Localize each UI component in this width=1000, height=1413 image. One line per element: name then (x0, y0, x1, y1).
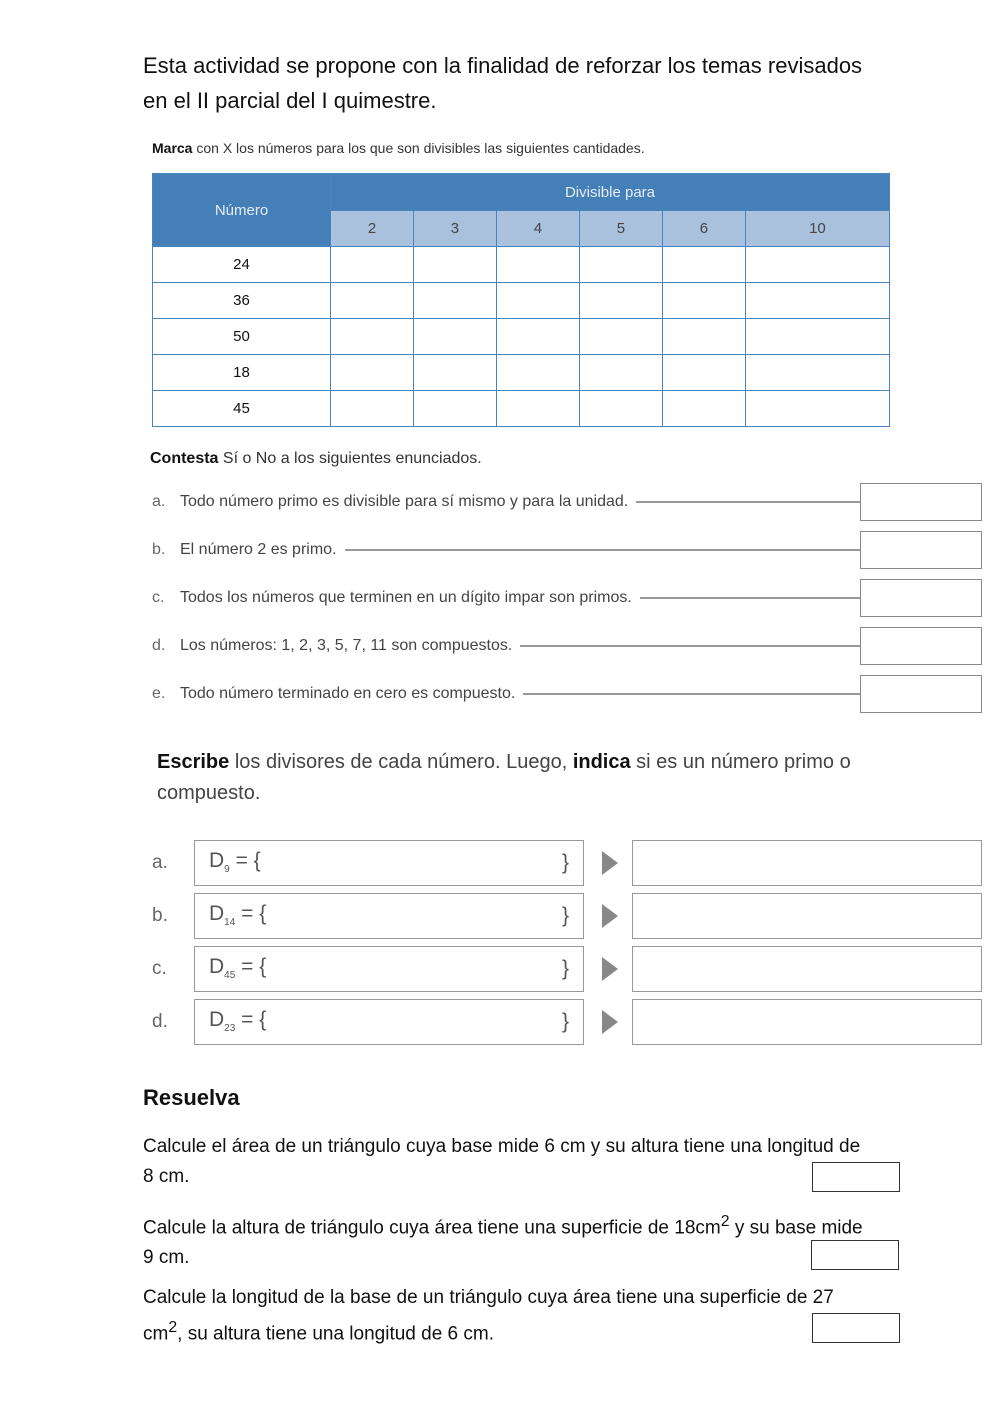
divisors-list (152, 836, 982, 1048)
check-cell[interactable] (496, 283, 579, 319)
header-divisible: Divisible para (331, 174, 890, 211)
answer-box[interactable] (860, 675, 982, 713)
check-cell[interactable] (579, 355, 662, 391)
problem-3: Calcule la longitud de la base de un triángulo cuya área tiene una superficie de 27 $cm^2$, su altura tiene una longitud de 6 cm. (143, 1287, 834, 1345)
statement-text: Todo número primo es divisible para sí mismo y para la unidad. (180, 493, 629, 510)
check-cell[interactable] (579, 247, 662, 283)
check-cell[interactable] (662, 247, 745, 283)
arrow-right-icon (602, 957, 618, 981)
statement-text: Los números: 1, 2, 3, 5, 7, 11 son compuestos. (180, 637, 513, 654)
prime-composite-input[interactable] (632, 840, 982, 886)
check-cell[interactable] (413, 319, 496, 355)
check-cell[interactable] (662, 319, 745, 355)
divisor-header: 5 (579, 211, 662, 247)
check-cell[interactable] (413, 391, 496, 427)
check-cell[interactable] (331, 355, 414, 391)
leader-line (640, 597, 860, 599)
item-letter: d. (152, 1010, 168, 1032)
check-cell[interactable] (745, 283, 889, 319)
check-cell[interactable] (662, 355, 745, 391)
number-cell: 18 (153, 355, 331, 391)
check-cell[interactable] (496, 391, 579, 427)
item-letter: d. (152, 637, 166, 654)
divisor-set-input[interactable]: $D_{45}$ = { } (194, 946, 584, 992)
answer-box-1[interactable] (812, 1162, 900, 1192)
arrow-right-icon (602, 904, 618, 928)
number-cell: 45 (153, 391, 331, 427)
table-row (153, 355, 890, 391)
check-cell[interactable] (745, 247, 889, 283)
table-row (153, 283, 890, 319)
divisor-set-input[interactable]: $D_9$ = { } (194, 840, 584, 886)
item-letter: b. (152, 541, 166, 558)
divisor-item (152, 836, 982, 889)
table-row (153, 391, 890, 427)
check-cell[interactable] (496, 355, 579, 391)
yesno-item (152, 526, 982, 574)
divisor-header: 4 (496, 211, 579, 247)
check-cell[interactable] (745, 319, 889, 355)
yesno-instruction: Contesta Sí o No a los siguientes enunciados. (150, 450, 482, 467)
answer-box[interactable] (860, 627, 982, 665)
divisor-header: 10 (745, 211, 889, 247)
check-cell[interactable] (579, 319, 662, 355)
table-row (153, 319, 890, 355)
check-cell[interactable] (331, 283, 414, 319)
check-cell[interactable] (331, 319, 414, 355)
problem-1: Calcule el área de un triángulo cuya base mide 6 cm y su altura tiene una longitud de 8 cm. (143, 1136, 861, 1187)
divisor-item (152, 942, 982, 995)
divisor-set-input[interactable]: $D_{23}$ = { } (194, 999, 584, 1045)
check-cell[interactable] (496, 319, 579, 355)
prime-composite-input[interactable] (632, 893, 982, 939)
yesno-item (152, 670, 982, 718)
yesno-item (152, 622, 982, 670)
arrow-right-icon (602, 1010, 618, 1034)
leader-line (520, 645, 860, 647)
check-cell[interactable] (579, 391, 662, 427)
item-letter: a. (152, 851, 168, 873)
divisor-header: 2 (331, 211, 414, 247)
check-cell[interactable] (579, 283, 662, 319)
item-letter: a. (152, 493, 166, 510)
check-cell[interactable] (413, 355, 496, 391)
intro-text: Esta actividad se propone con la finalidad de reforzar los temas revisados en el II parcial del I quimestre. (143, 53, 863, 113)
number-cell: 24 (153, 247, 331, 283)
check-cell[interactable] (413, 283, 496, 319)
arrow-right-icon (602, 851, 618, 875)
item-letter: e. (152, 685, 166, 702)
prime-composite-input[interactable] (632, 946, 982, 992)
answer-box[interactable] (860, 531, 982, 569)
resuelva-title: Resuelva (143, 1085, 240, 1110)
divisor-item (152, 889, 982, 942)
divisor-header: 6 (662, 211, 745, 247)
yesno-list (152, 478, 982, 718)
statement-text: Todos los números que terminen en un dígito impar son primos. (180, 589, 632, 606)
problem-2: Calcule la altura de triángulo cuya área tiene una superficie de $18cm^2$ y su base mide 9 cm. (143, 1213, 863, 1269)
divisor-set-input[interactable]: $D_{14}$ = { } (194, 893, 584, 939)
check-cell[interactable] (662, 391, 745, 427)
check-cell[interactable] (662, 283, 745, 319)
prime-composite-input[interactable] (632, 999, 982, 1045)
item-letter: c. (152, 957, 167, 979)
check-cell[interactable] (413, 247, 496, 283)
leader-line (523, 693, 860, 695)
answer-box[interactable] (860, 483, 982, 521)
answer-box[interactable] (860, 579, 982, 617)
leader-line (636, 501, 860, 503)
divisibility-table (152, 173, 890, 427)
number-cell: 50 (153, 319, 331, 355)
table-instruction: Marca con X los números para los que son divisibles las siguientes cantidades. (152, 140, 645, 156)
item-letter: c. (152, 589, 165, 606)
divisor-header: 3 (413, 211, 496, 247)
divisor-item (152, 995, 982, 1048)
yesno-item (152, 478, 982, 526)
check-cell[interactable] (331, 391, 414, 427)
check-cell[interactable] (745, 391, 889, 427)
table-row (153, 247, 890, 283)
statement-text: Todo número terminado en cero es compuesto. (180, 685, 516, 702)
answer-box-3[interactable] (812, 1313, 900, 1343)
yesno-item (152, 574, 982, 622)
leader-line (345, 549, 860, 551)
check-cell[interactable] (745, 355, 889, 391)
divisors-instruction: Escribe los divisores de cada número. Luego, indica si es un número primo o compuesto. (157, 751, 851, 804)
check-cell[interactable] (496, 247, 579, 283)
answer-box-2[interactable] (811, 1240, 899, 1270)
check-cell[interactable] (331, 247, 414, 283)
statement-text: El número 2 es primo. (180, 541, 337, 558)
header-number: Número (153, 174, 331, 247)
number-cell: 36 (153, 283, 331, 319)
item-letter: b. (152, 904, 168, 926)
